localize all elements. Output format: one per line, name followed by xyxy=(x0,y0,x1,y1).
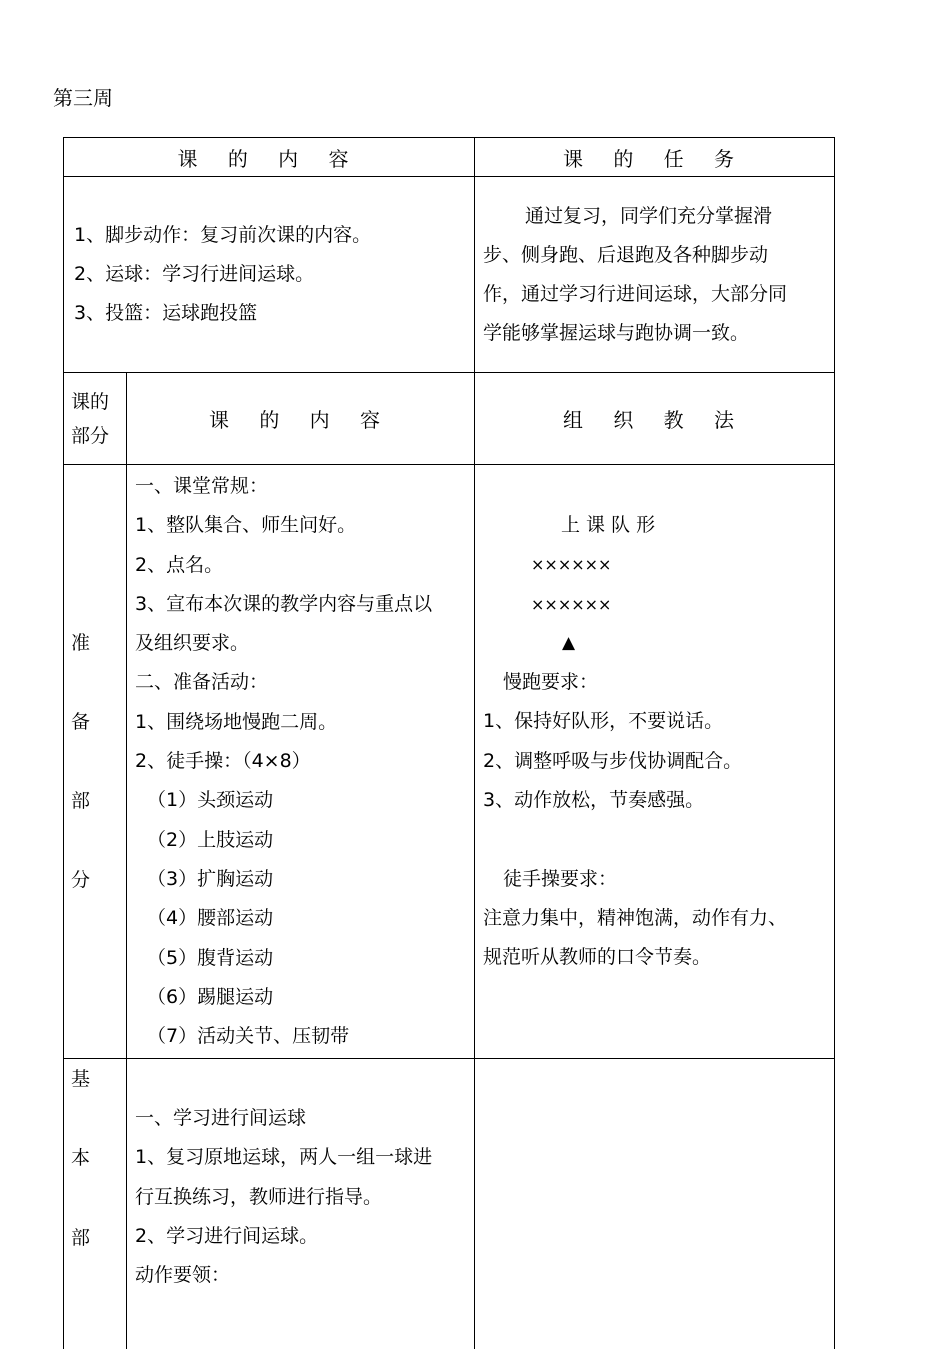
prep-line: （5）腹背运动 xyxy=(147,946,274,969)
task-line: 学能够掌握运球与跑协调一致。 xyxy=(483,321,750,344)
prep-line: 一、课堂常规： xyxy=(135,475,269,497)
prep-row xyxy=(64,465,835,1059)
prep-line: （1）头颈运动 xyxy=(147,789,274,812)
formation-row: ×××××× xyxy=(531,555,612,575)
prep-part-char: 准 xyxy=(71,632,91,654)
drill-title: 徒手操要求： xyxy=(503,867,618,890)
header-part-line: 部分 xyxy=(71,424,110,447)
jog-item: 1、保持好队形，不要说话。 xyxy=(483,710,724,733)
content-items xyxy=(74,216,474,333)
header-content: 课 的 内 容 xyxy=(64,138,475,177)
header-row-1 xyxy=(64,138,835,177)
prep-line: （4）腰部运动 xyxy=(147,907,274,930)
header-row-2 xyxy=(64,373,835,465)
basic-content-cell xyxy=(127,1059,475,1349)
basic-part-char: 基 xyxy=(71,1068,91,1090)
jog-item: 2、调整呼吸与步伐协调配合。 xyxy=(483,749,743,772)
task-lines xyxy=(483,197,834,353)
prep-line: 3、宣布本次课的教学内容与重点以 xyxy=(135,592,433,615)
drill-line: 注意力集中，精神饱满，动作有力、 xyxy=(483,906,788,929)
jog-item: 3、动作放松，节奏感强。 xyxy=(483,789,705,812)
header-task: 课 的 任 务 xyxy=(475,138,835,177)
prep-line: （7）活动关节、压韧带 xyxy=(147,1025,350,1048)
task-line: 步、侧身跑、后退跑及各种脚步动 xyxy=(483,243,769,266)
prep-part-char: 备 xyxy=(71,711,91,733)
formation-title: 上 课 队 形 xyxy=(561,514,656,536)
drill-line: 规范听从教师的口令节奏。 xyxy=(483,946,712,969)
prep-line: （2）上肢运动 xyxy=(147,828,274,851)
content-item: 1、脚步动作：复习前次课的内容。 xyxy=(74,224,372,246)
content-item: 3、投篮：运球跑投篮 xyxy=(74,302,258,324)
prep-part-cell xyxy=(64,465,127,1059)
prep-line: 及组织要求。 xyxy=(135,632,250,655)
header-content-2: 课 的 内 容 xyxy=(127,373,475,465)
spacer xyxy=(483,820,834,859)
prep-line: （6）踢腿运动 xyxy=(147,985,274,1008)
prep-part-char: 部 xyxy=(71,790,91,812)
basic-line: 1、复习原地运球，两人一组一球进 xyxy=(135,1146,433,1169)
basic-line: 一、学习进行间运球 xyxy=(135,1107,307,1129)
prep-line: 1、围绕场地慢跑二周。 xyxy=(135,710,338,733)
task-cell xyxy=(475,177,835,373)
basic-part-char: 部 xyxy=(71,1227,91,1249)
prep-line: 1、整队集合、师生问好。 xyxy=(135,514,357,537)
jog-title: 慢跑要求： xyxy=(503,671,599,694)
basic-part-char: 本 xyxy=(71,1147,91,1169)
basic-method-cell xyxy=(475,1059,835,1349)
content-summary-cell xyxy=(64,177,475,373)
prep-part-char: 分 xyxy=(71,869,91,891)
basic-line: 行互换练习，教师进行指导。 xyxy=(135,1185,383,1208)
formation-row: ×××××× xyxy=(531,594,612,614)
task-line: 通过复习，同学们充分掌握滑 xyxy=(525,204,773,227)
content-item: 2、运球：学习行进间运球。 xyxy=(74,263,315,285)
prep-line: 2、徒手操：（4×8） xyxy=(135,750,311,773)
task-line: 作，通过学习行进间运球，大部分同 xyxy=(483,282,788,305)
summary-row xyxy=(64,177,835,373)
prep-content-cell xyxy=(127,465,475,1059)
prep-line: （3）扩胸运动 xyxy=(147,867,274,890)
prep-method-cell xyxy=(475,465,835,1059)
header-method: 组 织 教 法 xyxy=(475,373,835,465)
prep-line: 二、准备活动： xyxy=(135,671,269,694)
teacher-triangle-icon: ▲ xyxy=(562,632,576,653)
header-part-cell xyxy=(64,373,127,465)
basic-part-cell xyxy=(64,1059,127,1349)
basic-line: 动作要领： xyxy=(135,1264,231,1287)
basic-line: 2、学习进行间运球。 xyxy=(135,1224,319,1247)
header-part-line: 课的 xyxy=(71,390,110,413)
week-title: 第三周 xyxy=(53,86,113,110)
lesson-plan-table xyxy=(63,137,835,1349)
basic-row xyxy=(64,1059,835,1349)
prep-line: 2、点名。 xyxy=(135,553,224,576)
